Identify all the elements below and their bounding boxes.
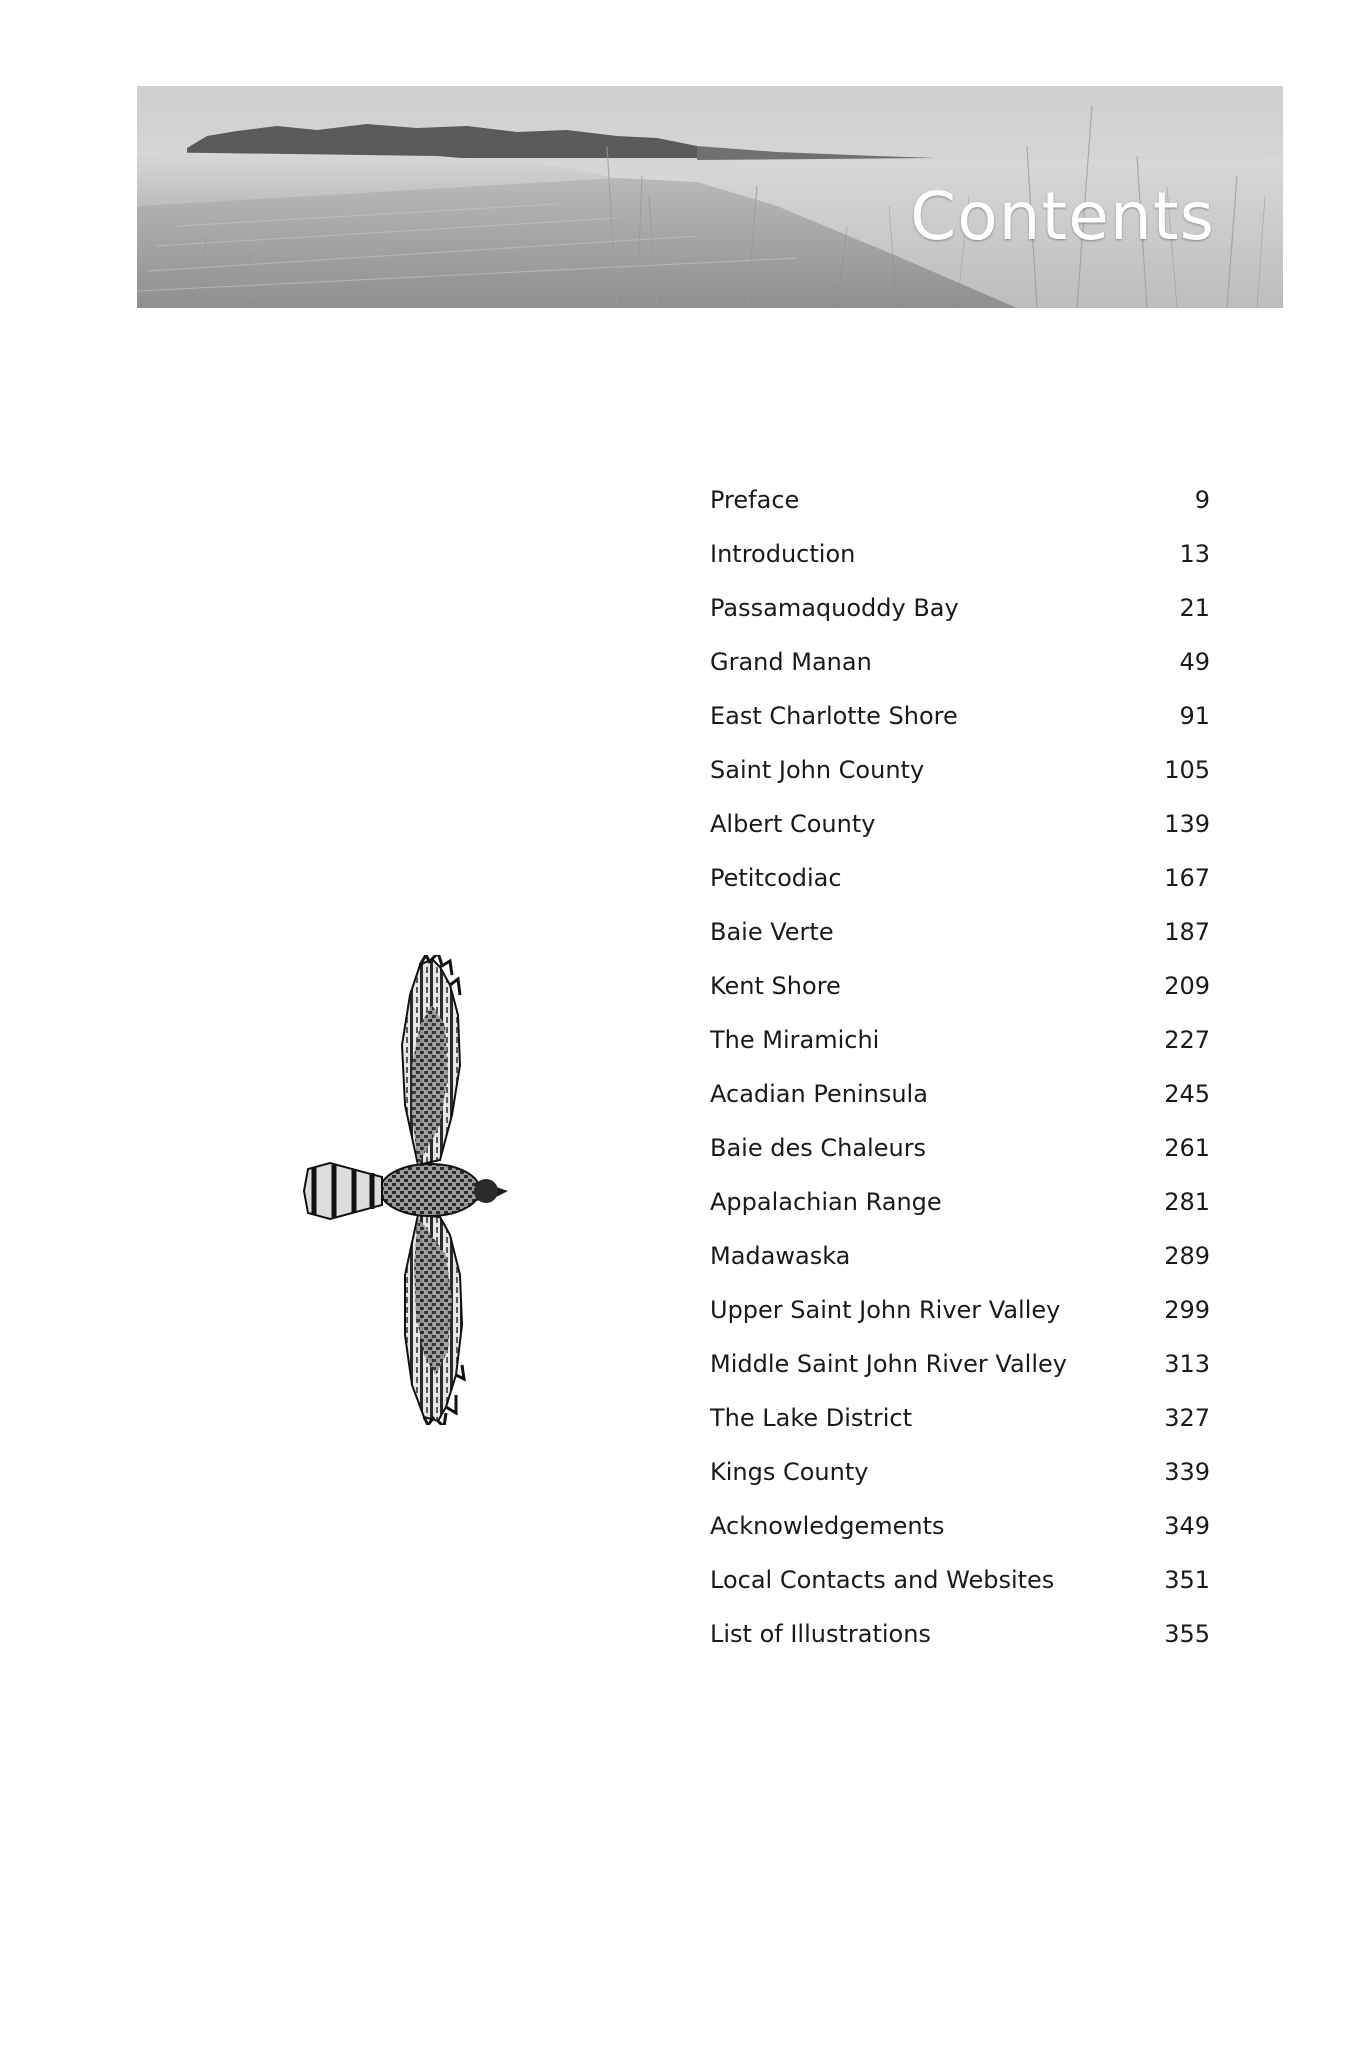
toc-entry-title: East Charlotte Shore <box>710 702 958 730</box>
toc-entry-page: 355 <box>1164 1620 1210 1648</box>
toc-entry-title: Petitcodiac <box>710 864 842 892</box>
toc-entry-title: The Miramichi <box>710 1026 880 1054</box>
toc-entry[interactable] <box>710 484 1210 538</box>
toc-entry[interactable] <box>710 1564 1210 1618</box>
toc-entry[interactable] <box>710 1240 1210 1294</box>
toc-entry[interactable] <box>710 1294 1210 1348</box>
toc-entry[interactable] <box>710 1456 1210 1510</box>
toc-entry[interactable] <box>710 754 1210 808</box>
table-of-contents <box>710 484 1210 1672</box>
toc-entry-page: 299 <box>1164 1296 1210 1324</box>
toc-entry-page: 227 <box>1164 1026 1210 1054</box>
toc-entry-title: Appalachian Range <box>710 1188 942 1216</box>
toc-entry[interactable] <box>710 1618 1210 1672</box>
toc-entry-page: 245 <box>1164 1080 1210 1108</box>
toc-entry-page: 91 <box>1179 702 1210 730</box>
toc-entry-title: Preface <box>710 486 800 514</box>
toc-entry[interactable] <box>710 808 1210 862</box>
toc-entry[interactable] <box>710 1402 1210 1456</box>
toc-entry-page: 339 <box>1164 1458 1210 1486</box>
toc-entry-page: 139 <box>1164 810 1210 838</box>
toc-entry-page: 289 <box>1164 1242 1210 1270</box>
toc-entry[interactable] <box>710 592 1210 646</box>
toc-entry-page: 351 <box>1164 1566 1210 1594</box>
toc-entry-page: 13 <box>1179 540 1210 568</box>
toc-entry[interactable] <box>710 646 1210 700</box>
hawk-illustration <box>300 955 520 1425</box>
toc-entry-title: Albert County <box>710 810 876 838</box>
toc-entry-page: 313 <box>1164 1350 1210 1378</box>
toc-entry-page: 349 <box>1164 1512 1210 1540</box>
toc-entry-title: List of Illustrations <box>710 1620 931 1648</box>
toc-entry-title: Introduction <box>710 540 856 568</box>
toc-entry-title: Middle Saint John River Valley <box>710 1350 1067 1378</box>
toc-entry[interactable] <box>710 700 1210 754</box>
toc-entry[interactable] <box>710 1510 1210 1564</box>
toc-entry-title: The Lake District <box>710 1404 912 1432</box>
toc-entry[interactable] <box>710 916 1210 970</box>
toc-entry-page: 105 <box>1164 756 1210 784</box>
toc-entry-page: 327 <box>1164 1404 1210 1432</box>
toc-entry-page: 21 <box>1179 594 1210 622</box>
toc-entry-title: Madawaska <box>710 1242 851 1270</box>
toc-entry-title: Grand Manan <box>710 648 872 676</box>
toc-entry-title: Saint John County <box>710 756 925 784</box>
page-title: Contents <box>910 178 1215 255</box>
toc-entry-title: Kings County <box>710 1458 869 1486</box>
toc-entry-page: 261 <box>1164 1134 1210 1162</box>
toc-entry-page: 167 <box>1164 864 1210 892</box>
toc-entry-title: Local Contacts and Websites <box>710 1566 1055 1594</box>
header-banner <box>137 86 1283 308</box>
toc-entry-title: Passamaquoddy Bay <box>710 594 959 622</box>
toc-entry-page: 9 <box>1194 486 1210 514</box>
toc-entry-title: Baie Verte <box>710 918 834 946</box>
toc-entry-title: Acknowledgements <box>710 1512 945 1540</box>
toc-entry[interactable] <box>710 862 1210 916</box>
toc-entry-title: Acadian Peninsula <box>710 1080 928 1108</box>
toc-entry-title: Baie des Chaleurs <box>710 1134 927 1162</box>
toc-entry[interactable] <box>710 1024 1210 1078</box>
toc-entry[interactable] <box>710 538 1210 592</box>
toc-entry[interactable] <box>710 1078 1210 1132</box>
toc-entry-page: 209 <box>1164 972 1210 1000</box>
toc-entry[interactable] <box>710 970 1210 1024</box>
hawk-in-flight-icon <box>300 955 520 1425</box>
toc-entry[interactable] <box>710 1132 1210 1186</box>
toc-entry-page: 49 <box>1179 648 1210 676</box>
toc-entry-title: Kent Shore <box>710 972 841 1000</box>
toc-entry-page: 281 <box>1164 1188 1210 1216</box>
toc-entry-title: Upper Saint John River Valley <box>710 1296 1061 1324</box>
toc-entry[interactable] <box>710 1186 1210 1240</box>
toc-entry[interactable] <box>710 1348 1210 1402</box>
toc-entry-page: 187 <box>1164 918 1210 946</box>
